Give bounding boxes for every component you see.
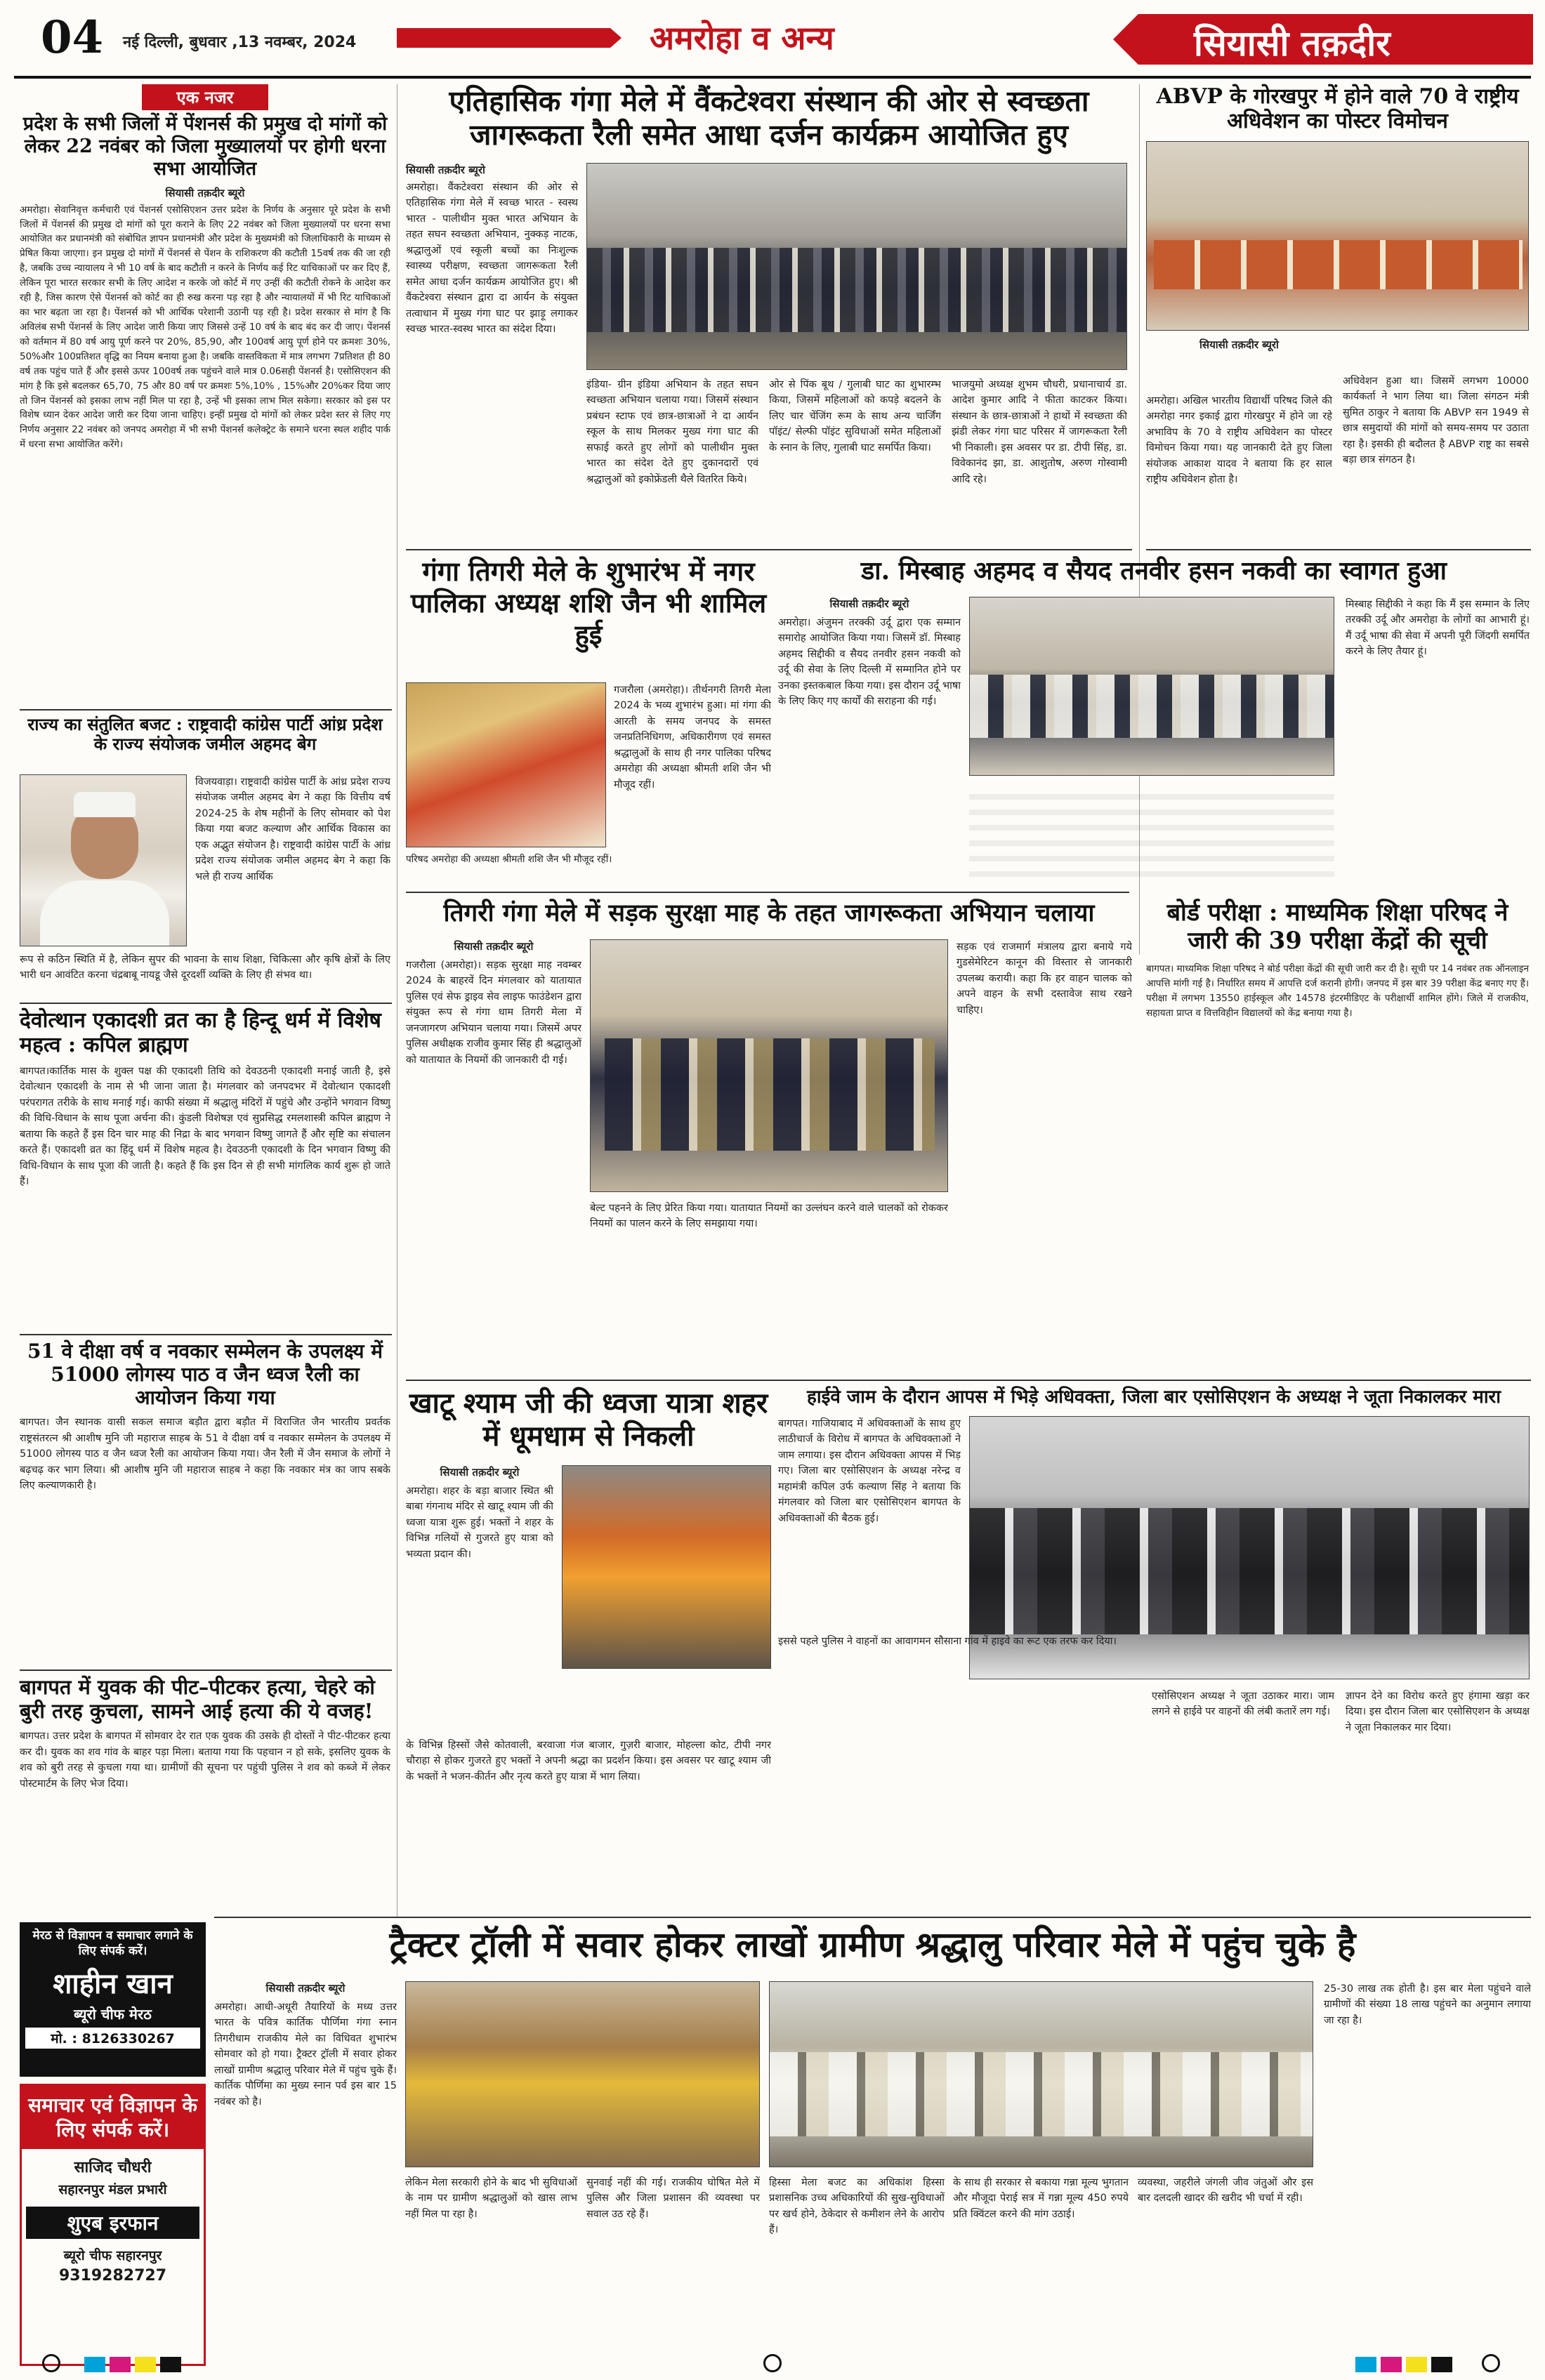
tractor-byline: सियासी तक़दीर ब्यूरो (265, 1982, 346, 1995)
abvp-body-2: अधिवेशन हुआ था। जिसमें लगभग 10000 कार्यकर्ता ने भाग लिया था। जिला संगठन मंत्री सुमित ठाकुर ने बताया कि ABVP सन 1949 से छात्र समुदायों की मांगों को समय-समय पर उठाता रहा है। इसकी ही बदौलत है ABVP राष्ट्र का सबसे बड़ा छात्र संगठन है। (1343, 376, 1529, 466)
khatu-body: अमरोहा। शहर के बड़ा बाजार स्थित श्री बाबा गंगनाथ मंदिर से खाटू श्याम जी की ध्वजा यात्रा शुरू हुई। भक्तों ने शहर के विभिन्न गलियों से गुजरते हुए यात्रा को भव्यता प्रदान की। (406, 1486, 553, 1560)
road-safety-headline: तिगरी गंगा मेले में सड़क सुरक्षा माह के तहत जागरूकता अभियान चलाया (443, 899, 1095, 927)
misbah-body-2: मिस्बाह सिद्दीकी ने कहा कि मैं इस सम्मान के लिए तरक्की उर्दू और अमरोहा के लोगों का आभारी हूं। मैं उर्दू भाषा की सेवा में अपनी पूरी जिंदगी समर्पित करने के लिए तैयार हूं। (1346, 599, 1530, 658)
baghpat-headline: बागपत में युवक की पीट–पीटकर हत्या, चेहरे को बुरी तरह कुचला, सामने आई हत्या की ये वजह! (20, 1675, 375, 1724)
abvp-byline: सियासी तक़दीर ब्यूरो (1199, 338, 1279, 351)
tractor-story (214, 1924, 1531, 2236)
officers-row (605, 1038, 935, 1151)
section-rule (406, 1380, 1531, 1381)
baghpat-body: बागपत। उत्तर प्रदेश के बागपत में सोमवार देर रात एक युवक की उसके ही दोस्तों ने पीट-पीटकर हत्या कर दी। युवक का शव गांव के बाहर पड़ा मिला। बताया गया कि पहचान न हो सके, इसलिए युवक के शव को बुरी तरह से कुचला गया था। ग्रामीणों की सूचना पर पहुंची पुलिस ने शव को कब्जे में लेकर पोस्टमार्टम के लिए भेज दिया। (20, 1731, 390, 1790)
ek-nazar-story (20, 84, 390, 550)
ek-nazar-tag: एक नजर (142, 84, 268, 110)
road-safety-story (406, 899, 1132, 1230)
highway-body-3: एसोसिएशन अध्यक्ष ने जूता उठाकर मारा। जाम लगने से हाईवे पर वाहनों की लंबी कतारें लग गई। (1152, 1691, 1334, 1718)
section-rule (214, 1917, 1531, 1918)
magenta-swatch (110, 2357, 131, 2372)
road-safety-body-2: बेल्ट पहनने के लिए प्रेरित किया गया। यातायात नियमों का उल्लंघन करने वाले चालकों को रोककर नियमों का पालन करने के लिए समझाया गया। (590, 1203, 948, 1230)
section-rule (1146, 549, 1531, 550)
tractor-body-6-visible: व्यवस्था, जहरीले जंगली जीव जंतुओं और इस बार दलदली खादर की खरीद भी चर्चा में रही। (1138, 2177, 1313, 2204)
registration-mark-icon (1482, 2354, 1500, 2372)
dateline: नई दिल्ली, बुधवार ,13 नवम्बर, 2024 (123, 34, 357, 51)
devotthan-headline: देवोत्थान एकादशी व्रत का है हिन्दू धर्म में विशेष महत्व : कपिल ब्राह्मण (20, 1008, 381, 1058)
contact-name-2: साजिद चौधरी (74, 2159, 152, 2176)
budget-story (20, 714, 390, 981)
highway-body-4: ज्ञापन देने का विरोध करते हुए हंगामा खड़ा कर दिया। इस दौरान जिला बार एसोसिएशन के अध्यक्ष ने जूता निकालकर मार दिया। (1346, 1691, 1530, 1733)
khatu-headline: खाटू श्याम जी की ध्वजा यात्रा शहर में धूमधाम से निकली (409, 1387, 768, 1453)
tractor-pooja-photo (405, 1981, 760, 2167)
misbah-body: अमरोहा। अंजुमन तरक्की उर्दू द्वारा एक सम्मान समारोह आयोजित किया गया। जिसमें डॉ. मिस्बाह अहमद सिद्दीकी व सैयद तनवीर हसन नकवी को उर्दू की सेवा के लिए दिल्ली में सम्मानित होने पर उनका इस्तकबाल किया गया। इस दौरान उर्दू भाषा के लिए किए गए कार्यों की सराहना की गई। (778, 617, 961, 708)
road-safety-byline: सियासी तक़दीर ब्यूरो (454, 940, 534, 953)
ganga-lead-story (406, 84, 1132, 152)
abvp-body: अमरोहा। अखिल भारतीय विद्यार्थी परिषद जिले की अमरोहा नगर इकाई द्वारा गोरखपुर में होने जा रहे अभाविप के 70 वे राष्ट्रीय अधिवेशन का पोस्टर विमोचन किया गया। यह जानकारी देते हुए जिला संयोजक आकाश यादव ने बताया कि हर साल राष्ट्रीय अधिवेशन होता है। (1146, 395, 1332, 486)
group-row (970, 675, 1334, 738)
section-title: अमरोहा व अन्य (650, 19, 834, 57)
contact-role-3: ब्यूरो चीफ सहारनपुर (63, 2248, 162, 2263)
ganga-lead-body-4: भाजयुमो अध्यक्ष शुभम चौधरी, प्रधानाचार्य डा. आदेश कुमार आदि ने फीता काटकर किया। संस्थान के छात्र-छात्राओं ने हाथों में स्वच्छता की झंडी लेकर गंगा घाट परिसर में जागरूकता रैली भी निकाली। इस अवसर पर डा. टीपी सिंह, डा. विवेकानंद झा, डा. आशुतोष, अरुण गोस्वामी आदि रहे। (952, 379, 1127, 485)
header-rule (14, 76, 1531, 79)
tigri-headline: गंगा तिगरी मेले के शुभारंभ में नगर पालिका अध्यक्ष शशि जैन भी शामिल हुई (410, 555, 767, 650)
masthead-title: सियासी तक़दीर (1194, 22, 1390, 64)
farmers-row (770, 2052, 1313, 2136)
contact-box-saharanpur (20, 2084, 206, 2366)
black-swatch (160, 2357, 181, 2372)
section-rule (20, 709, 392, 710)
ek-nazar-byline: सियासी तक़दीर ब्यूरो (165, 186, 245, 199)
black-swatch (1431, 2357, 1452, 2372)
cyan-swatch (1355, 2357, 1376, 2372)
section-rule (20, 1003, 392, 1004)
cyan-swatch (84, 2357, 105, 2372)
jameel-ahmed-photo (20, 774, 187, 946)
ganga-lead-col1 (406, 163, 578, 559)
poster-row (1154, 240, 1523, 289)
misbah-group-photo (969, 597, 1334, 776)
abvp-story (1146, 84, 1529, 486)
ganga-lead-body: अमरोहा। वैंकटेश्वरा संस्थान की ओर से एतिहासिक गंगा मेले में स्वच्छ भारत - स्वस्थ भारत - पालीथीन मुक्त भारत अभियान के तहत सघन स्वच्छता अभियान, नुक्कड़ नाटक, श्रद्धालुओं एवं स्कूली बच्चों का निःशुल्क स्वास्थ्य परीक्षण, स्वच्छता जागरूकता रैली समेत आधा दर्जन कार्यक्रम आयोजित हुए। श्री वैंकटेश्वरा संस्थान द्वारा दा आर्यन के संयुक्त तत्वाधान में मुख्य गंगा घाट पर झाड़ू लगाकर स्वच्छ भारत-स्वस्थ भारत का संदेश दिया। (406, 182, 578, 336)
jain-body: बागपत। जैन स्थानक वासी सकल समाज बड़ौत द्वारा बड़ौत में विराजित जैन भारतीय प्रवर्तक राष्ट्रसंतरत्न श्री आशीष मुनि जी महाराज साहब के 51 वे दीक्षा वर्ष व नवकार सम्मेलन के उपलक्ष्य में 51000 लोगस्य पाठ व जैन ध्वज रैली का आयोजन किया गया। जैन रैली में जैन समाज के लोगों ने बढ़चढ़ कर भाग लिया। श्री आशीष मुनि जी महाराज साहब ने कहा कि नवकार मंत्र का जाप सबके लिए कल्याणकारी है। (20, 1417, 390, 1491)
crowd-band (587, 248, 1127, 332)
contact-name-1: शाहीन खान (53, 1967, 173, 2001)
road-safety-photo (590, 939, 948, 1192)
budget-body-bottom: रूप से कठिन स्थिति में है, लेकिन सुपर की भावना के साथ शिक्षा, चिकित्सा और कृषि क्षेत्रों के लिए भारी धन आवंटित करना चंद्रबाबू नायडू जैसे दूरदर्शी व्यक्ति के लिए ही संभव था। (20, 954, 390, 981)
ganga-lead-body-2: इंडिया- ग्रीन इंडिया अभियान के तहत सघन स्वच्छता अभियान चलाया गया। जिसमें संस्थान प्रबंधन स्टाफ एवं छात्र-छात्राओं ने दा आर्यन स्कूल के साथ मिलकर मुख्य गंगा घाट की सफाई करते हुए लोगों को पालीथीन मुक्त भारत का संदेश देते हुए दुकानदारों एवं श्रद्धालुओं को इकोफ्रेंडली थैले वितरित किये। (586, 379, 758, 485)
tigri-caption: परिषद अमरोहा की अध्यक्षा श्रीमती शशि जैन भी मौजूद रहीं। (406, 854, 612, 865)
road-safety-body-3: सड़क एवं राजमार्ग मंत्रालय द्वारा बनाये गये गुडसेमेरिटन कानून की विस्तार से जानकारी उपलब्ध करायी। कहा कि हर वाहन चालक को अपने वाहन के सभी दस्तावेज साथ रखने चाहिए। (956, 941, 1132, 1016)
yellow-swatch (1406, 2357, 1427, 2372)
khatu-procession-photo (562, 1465, 771, 1669)
tractor-farmers-photo (769, 1981, 1313, 2167)
ek-nazar-headline: प्रदेश के सभी जिलों में पेंशनर्स की प्रमुख दो मांगों को लेकर 22 नवंबर को जिला मुख्यालयों पर होगी धरना सभा आयोजित (22, 113, 388, 180)
devotthan-body: बागपत।कार्तिक मास के शुक्ल पक्ष की एकादशी तिथि को देवउठनी एकादशी मनाई जाती है, इसे देवोत्थान एकादशी के नाम से भी जाना जाता है। मंगलवार को जनपदभर में देवोत्थान एकादशी परंपरागत तरीके के साथ मनाई गई। काफी संख्या में श्रद्धालु मंदिरों में पहुंचे और उन्होंने भगवान विष्णु की विधि-विधान के साथ पूजा अर्चना की। कुंडली विशेषज्ञ एवं सुप्रसिद्ध रमलशास्त्री कपिल ब्राह्मण ने बताया कि कहते हैं इस दिन चार माह की निद्रा के बाद भगवान विष्णु जागते हैं और सृष्टि का संचालन करते हैं। एकादशी व्रत का हिंदू धर्म में विशेष महत्व है। देवउठनी एकादशी के दिन भगवान विष्णु की विधि-विधान के साथ पूजा की जाती है। कहते हैं कि इस दिन से ही सभी मांगलिक कार्य शुरू हो जाते हैं। (20, 1065, 390, 1188)
magenta-swatch (1381, 2357, 1402, 2372)
tigri-story (406, 555, 771, 865)
highway-body: बागपत। गाजियाबाद में अधिवक्ताओं के साथ हुए लाठीचार्ज के विरोध में बागपत के अधिवक्ताओं ने जाम लगाया। इस दौरान अधिवक्ता आपस में भिड़ गए। जिला बार एसोसिएशन के अध्यक्ष नरेन्द्र व महामंत्री कपिल उर्फ कल्याण सिंह ने बताया कि मंगलवार को जिला बार एसोसिएशन बागपत के अधिवक्ताओं की बैठक हुई। (778, 1418, 961, 1524)
jain-story (20, 1340, 390, 1569)
contact-phone-3: 9319282727 (58, 2267, 167, 2285)
ganga-lead-byline: सियासी तक़दीर ब्यूरो (406, 164, 485, 176)
ganga-lead-body-3: ओर से पिंक बूथ / गुलाबी घाट का शुभारम्भ किया, जिसमें महिलाओं को कपड़े बदलने के लिए चार चेंजिंग रूम के साथ अन्य चार्जिंग पॉइंट/ सेल्फी पॉइंट सुविधाओं समेत महिलाओं के स्नान के लिए, गुलाबी घाट समर्पित किया। (769, 379, 941, 454)
khatu-body-2: के विभिन्न हिस्सों जैसे कोतवाली, बरवाजा गंज बाजार, गुज़री बाजार, मोहल्ला कोट, टीपी नगर चौराहा से होकर गुजरते हुए भक्तों ने अपनी श्रद्धा का प्रदर्शन किया। इस अवसर पर खाटू श्याम जी के भक्तों ने भजन-कीर्तन और नृत्य करते हुए यात्रा में भाग लिया। (406, 1740, 771, 1783)
tigri-aarti-photo (406, 682, 606, 847)
person-cap (74, 792, 136, 817)
devotthan-story (20, 1008, 390, 1323)
jain-headline: 51 वे दीक्षा वर्ष व नवकार सम्मेलन के उपलक्ष्य में 51000 लोगस्य पाठ व जैन ध्वज रैली का आयोजन किया गया (27, 1340, 383, 1410)
tigri-body: गजरौला (अमरोहा)। तीर्थनगरी तिगरी मेला 2024 के भव्य शुभारंभ हुआ। मां गंगा की आरती के समय जनपद के समस्त जनप्रतिनिधिगण, अधिकारीगण एवं समस्त श्रद्धालुओं के साथ ही नगर पालिका परिषद अमरोहा की अध्यक्षा श्रीमती शशि जैन भी मौजूद रहीं। (614, 685, 771, 791)
contact-intro: मेरठ से विज्ञापन व समाचार लगाने के लिए संपर्क करें। (32, 1929, 193, 1959)
header-accent-left (397, 28, 622, 48)
board-body: बागपत। माध्यमिक शिक्षा परिषद ने बोर्ड परीक्षा केंद्रों की सूची जारी कर दी है। सूची पर 14 नवंबर तक ऑनलाइन आपत्ति मांगी गई है। निर्धारित समय में आपत्ति दर्ज करानी होगी। जनपद में इस बार 39 परीक्षा केंद्र बनाए गए हैं। परीक्षा में लगभग 13550 हाईस्कूल और 14578 इंटरमीडिएट के परीक्षार्थी शामिल होंगे। जिले में राजकीय, सहायता प्राप्त व वित्तविहीन विद्यालयों को केंद्र बनाया गया है। (1146, 963, 1529, 1019)
contact-role-2: सहारनपुर मंडल प्रभारी (58, 2182, 167, 2197)
tractor-body-2: लेकिन मेला सरकारी होने के बाद भी सुविधाओं के नाम पर ग्रामीण श्रद्धालुओं को खास लाभ नहीं मिल पा रहा है। (405, 2177, 577, 2220)
budget-headline: राज्य का संतुलित बजट : राष्ट्रवादी कांग्रेस पार्टी आंध्र प्रदेश के राज्य संयोजक जमील अहमद बेग (27, 714, 383, 755)
person-body (40, 880, 169, 946)
highway-story (778, 1387, 1530, 1733)
board-story (1146, 899, 1529, 1341)
contact-name-3: शुएब इरफान (26, 2207, 199, 2239)
misbah-body-filler (969, 784, 1334, 882)
ek-nazar-body: अमरोहा। सेवानिवृत्त कर्मचारी एवं पेंशनर्स एसोसिएशन उत्तर प्रदेश के निर्णय के अनुसार पूरे प्रदेश के सभी जिलों में पेंशनर्स की प्रमुख दो मांगों को पूरा कराने के लिए 22 नवंबर को जिला मुख्यालयों पर धरना सभा आयोजित कर प्रधानमंत्री को संबोधित ज्ञापन प्रधानमंत्री और प्रदेश के मुख्यमंत्री को जिलाधिकारी के माध्यम से प्रेषित किया जाएगा। इन प्रमुख दो मांगों में पेंशनर्स से पेंशन के राशिकरण की कटौती 15वर्ष तक की जा रही है, जबकि उच्च न्यायालय ने भी 10 वर्ष के बाद कटौती न करने के निर्णय कई रिट याचिकाओं पर कर दिए हैं, लेकिन पूरा भारत सरकार सभी के लिए आदेश न करके जो कोर्ट में गए उन्हीं की कटौती रोकने के आदेश कर रही है, जिस कारण ऐसे पेंशनर्स को कोर्ट का ही रुख करना पड़ रहा है और न्यायालयों में भी रिट याचिकाओं का भार बढ़ता जा रहा है। पेंशनर्स को भी आर्थिक परेशानी उठानी पड़ रही है। प्रदेश सरकार से मांग है कि अविलंब सभी पेंशनर्स के लिए आदेश जारी किया जाए जिससे उन्हें 10 वर्ष के बाद बंद कर दी जाए। पेंशनर्स को वर्तमान में 80 वर्ष आयु पूर्ण करने पर 20%, 85,90, और 100वर्ष आयु पूर्ण होने पर क्रमशः 30%, 50%और 100प्रतिशत वृद्धि का नियम बनाया हुआ है। जबकि वास्तविकता में मात्र लगभग 7प्रतिशत ही 80 वर्ष तक पहुंच पाते हैं और इससे ऊपर 100वर्ष तक पहुंचने वाले मात्र 0.06सही पेंशनर्स है। एसोसिएशन की मांग है कि इसे बदलकर 65,70, 75 और 80 वर्ष पर क्रमशः 5%,10% , 15%और 20%कर दिया जाए तो जिन पेंशनर्स को इसका लाभ नहीं मिल पा रहा है, उन्हें भी इसका लाभ मिल सकेगा। सरकार को इस पर विशेष ध्यान देकर आदेश जारी कर दिया जाना चाहिए। इन्हीं प्रमुख दो मांगों को लेकर प्रदेश स्तर से लिए गए निर्णय अनुसार 22 नवंबर को जनपद अमरोहा में भी सभी पेंशनर्स कलेक्ट्रेट के समाने धरना स्थल शहीद पार्क में धरना सभा आयोजित करेंगे। (20, 204, 390, 451)
khatu-byline: सियासी तक़दीर ब्यूरो (440, 1466, 520, 1479)
contact-box-meerut (20, 1922, 206, 2077)
contact-role-1: ब्यूरो चीफ मेरठ (74, 2006, 152, 2023)
tractor-body-4: हिस्सा मेला बजट का अधिकांश हिस्सा प्रशासनिक उच्च अधिकारियों की सुख-सुविधाओं पर खर्च होने, ठेकेदार से कमीशन लेने के आरोप हैं। (769, 2177, 945, 2236)
tractor-body-5: के साथ ही सरकार से बकाया गन्ना मूल्य भुगतान और मौजूदा पेराई सत्र में गन्ना मूल्य 450 रुपये प्रति क्विंटल करने की मांग उठाई। (953, 2177, 1129, 2220)
section-rule (20, 1670, 392, 1671)
registration-mark-icon (763, 2354, 782, 2372)
khatu-story (406, 1387, 771, 1783)
print-marks (0, 2348, 1545, 2380)
road-safety-body: गजरौला (अमरोहा)। सड़क सुरक्षा माह नवम्बर 2024 के बाहरवें दिन मंगलवार को यातायात पुलिस एवं सेफ ड्राइव सेव लाइफ फाउंडेशन द्वारा संयुक्त रूप से गंगा धाम तिगरी मेला में जनजागरण अभियान चलाया गया। जिसमें अपर पुलिस अधीक्षक राजीव कुमार सिंह ही श्रद्धालुओं को यातायात के नियमों की जानकारी दी गई। (406, 960, 581, 1066)
contact-phone-1: मो. : 8126330267 (25, 2028, 200, 2049)
registration-mark-icon (42, 2354, 60, 2372)
ganga-cleanup-photo (586, 163, 1127, 370)
abvp-poster-photo (1146, 141, 1529, 331)
tractor-body: अमरोहा। आधी-अधूरी तैयारियों के मध्य उत्तर भारत के पवित्र कार्तिक पौर्णिमा गंगा स्नान तिगरीधाम राजकीय मेले का विधिवत शुभारंभ सोमवार को हो गया। ट्रैक्टर ट्रॉली में सवार होकर लाखों ग्रामीण श्रद्धालु परिवार मेले में पहुंच चुके हैं। कार्तिक पौर्णिमा का मुख्य स्नान पर्व इस बार 15 नवंबर को है। (214, 2002, 397, 2108)
ganga-lead-headline: एतिहासिक गंगा मेले में वैंकटेश्वरा संस्थान की ओर से स्वच्छता जागरूकता रैली समेत आधा दर्जन कार्यक्रम आयोजित हुए (449, 84, 1089, 152)
tractor-headline: ट्रैक्टर ट्रॉली में सवार होकर लाखों ग्रामीण श्रद्धालु परिवार मेले में पहुंच चुके है (389, 1924, 1356, 1965)
section-rule (20, 1334, 392, 1335)
highway-headline: हाईवे जाम के दौरान आपस में भिड़े अधिवक्ता, जिला बार एसोसिएशन के अध्यक्ष ने जूता निकालकर मारा (807, 1387, 1501, 1408)
budget-body-right: विजयवाड़ा। राष्ट्रवादी कांग्रेस पार्टी के आंध्र प्रदेश राज्य संयोजक जमील अहमद बेग ने कहा कि वित्तीय वर्ष 2024-25 के शेष महीनों के लिए सोमवार को पेश किया गया बजट कल्याण और आर्थिक विकास का एक अद्भुत संयोजन है। राष्ट्रवादी कांग्रेस पार्टी के आंध्र प्रदेश राज्य संयोजक जमील अहमद बेग ने कहा कि भले ही राज्य आर्थिक (195, 776, 390, 882)
tractor-body-3: सुनवाई नहीं की गई। राजकीय घोषित मेले में पुलिस और जिला प्रशासन की व्यवस्था पर सवाल उठ रहे हैं। (586, 2177, 760, 2220)
misbah-story (778, 556, 1530, 708)
misbah-byline: सियासी तक़दीर ब्यूरो (829, 597, 909, 610)
page-header (0, 0, 1545, 77)
yellow-swatch (135, 2357, 156, 2372)
contact-intro-2: समाचार एवं विज्ञापन के लिए संपर्क करें। (22, 2086, 204, 2149)
baghpat-story (20, 1675, 390, 1862)
section-rule (406, 892, 1129, 893)
page-number: 04 (41, 11, 104, 64)
section-rule (406, 549, 1132, 550)
lawyers-crowd (970, 1508, 1530, 1634)
misbah-headline: डा. मिस्बाह अहमद व सैयद तनवीर हसन नकवी का स्वागत हुआ (861, 556, 1447, 586)
tractor-body-7: 25-30 लाख तक होती है। इस बार मेला पहुंचने वाले ग्रामीणों की संख्या 18 लाख पहुंचने का अनुमान लगाया जा रहा है। (1324, 1983, 1531, 2026)
board-headline: बोर्ड परीक्षा : माध्यमिक शिक्षा परिषद ने जारी की 39 परीक्षा केंद्रों की सूची (1166, 899, 1508, 956)
highway-body-2: इससे पहले पुलिस ने वाहनों का आवागमन सौसाना गांव में हाइवे का रूट एक तरफ कर दिया। (778, 1636, 1117, 1647)
abvp-headline: ABVP के गोरखपुर में होने वाले 70 वे राष्ट्रीय अधिवेशन का पोस्टर विमोचन (1156, 84, 1519, 134)
